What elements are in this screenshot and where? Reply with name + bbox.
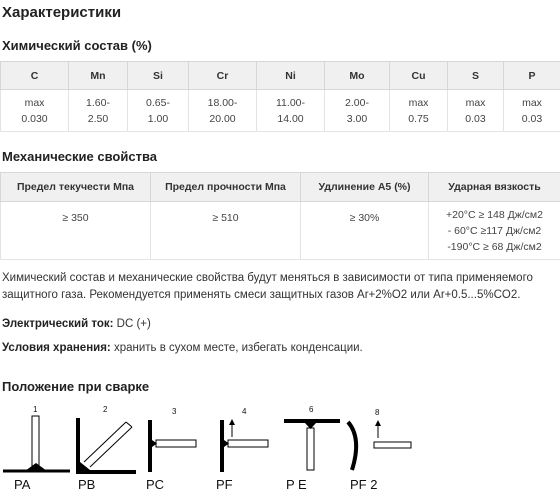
position-pb-diagram bbox=[76, 418, 136, 474]
position-number: 2 bbox=[103, 405, 108, 414]
chem-cell: max 0.03 bbox=[448, 90, 504, 132]
position-label: PA bbox=[14, 477, 31, 492]
chem-cell: 0.65- 1.00 bbox=[128, 90, 189, 132]
page-title: Характеристики bbox=[2, 4, 122, 21]
welding-positions-figure bbox=[0, 400, 560, 500]
chem-cell: max 0.03 bbox=[504, 90, 560, 132]
chem-cell: max 0.030 bbox=[1, 90, 69, 132]
electric-value: DC (+) bbox=[116, 318, 151, 330]
yield-value: ≥ 350 bbox=[1, 202, 151, 260]
electric-label: Электрический ток: bbox=[2, 318, 114, 330]
position-pf2-diagram bbox=[348, 420, 411, 470]
position-pa-diagram bbox=[3, 416, 70, 471]
chem-col-header: Si bbox=[128, 62, 189, 90]
position-pf-diagram bbox=[222, 419, 268, 472]
mech-col-header: Предел прочности Мпа bbox=[151, 173, 301, 202]
position-label: PF bbox=[216, 477, 233, 492]
gas-note: Химический состав и механические свойства будут меняться в зависимости от типа применяемого защитного газа. Рекомендуется применять смеси защитных газов Ar+2%O2 или Ar+0.5...5%CO2. bbox=[2, 272, 533, 301]
mechanical-heading: Механические свойства bbox=[2, 149, 157, 164]
chem-cell: 18.00- 20.00 bbox=[189, 90, 257, 132]
mech-col-header: Предел текучести Мпа bbox=[1, 173, 151, 202]
position-label: PC bbox=[146, 477, 165, 492]
welding-heading: Положение при сварке bbox=[2, 379, 150, 394]
position-number: 4 bbox=[242, 407, 247, 416]
table-row bbox=[1, 90, 560, 132]
chem-cell: 2.00- 3.00 bbox=[325, 90, 390, 132]
chem-col-header: Cu bbox=[390, 62, 448, 90]
chem-col-header: P bbox=[504, 62, 560, 90]
mech-col-header: Ударная вязкость bbox=[429, 173, 560, 202]
position-label: P E bbox=[286, 477, 307, 492]
chem-col-header: Ni bbox=[257, 62, 325, 90]
storage-value: хранить в сухом месте, избегать конденсации. bbox=[113, 342, 363, 354]
chem-col-header: C bbox=[1, 62, 69, 90]
elongation-value: ≥ 30% bbox=[301, 202, 429, 260]
strength-value: ≥ 510 bbox=[151, 202, 301, 260]
mech-col-header: Удлинение A5 (%) bbox=[301, 173, 429, 202]
chemical-table bbox=[0, 61, 560, 132]
position-number: 1 bbox=[33, 405, 38, 414]
chem-col-header: Mn bbox=[69, 62, 128, 90]
storage-label: Условия хранения: bbox=[2, 342, 111, 354]
position-number: 3 bbox=[172, 407, 177, 416]
chem-col-header: Mo bbox=[325, 62, 390, 90]
position-label: PB bbox=[78, 477, 96, 492]
position-pc-diagram bbox=[150, 420, 196, 472]
impact-value: +20°C ≥ 148 Дж/см2 - 60°C ≥117 Дж/см2 -190°C ≥ 68 Дж/см2 bbox=[429, 202, 560, 260]
chem-col-header: S bbox=[448, 62, 504, 90]
table-row bbox=[1, 202, 560, 260]
chem-cell: 11.00- 14.00 bbox=[257, 90, 325, 132]
mechanical-table bbox=[0, 172, 560, 260]
position-label: PF 2 bbox=[350, 477, 378, 492]
position-pe-diagram bbox=[284, 421, 340, 470]
storage-conditions bbox=[2, 340, 558, 357]
chem-cell: 1.60- 2.50 bbox=[69, 90, 128, 132]
position-number: 8 bbox=[375, 408, 380, 417]
chem-col-header: Cr bbox=[189, 62, 257, 90]
position-number: 6 bbox=[309, 405, 314, 414]
chemical-heading: Химический состав (%) bbox=[2, 38, 152, 53]
electric-current bbox=[2, 316, 558, 333]
chem-cell: max 0.75 bbox=[390, 90, 448, 132]
